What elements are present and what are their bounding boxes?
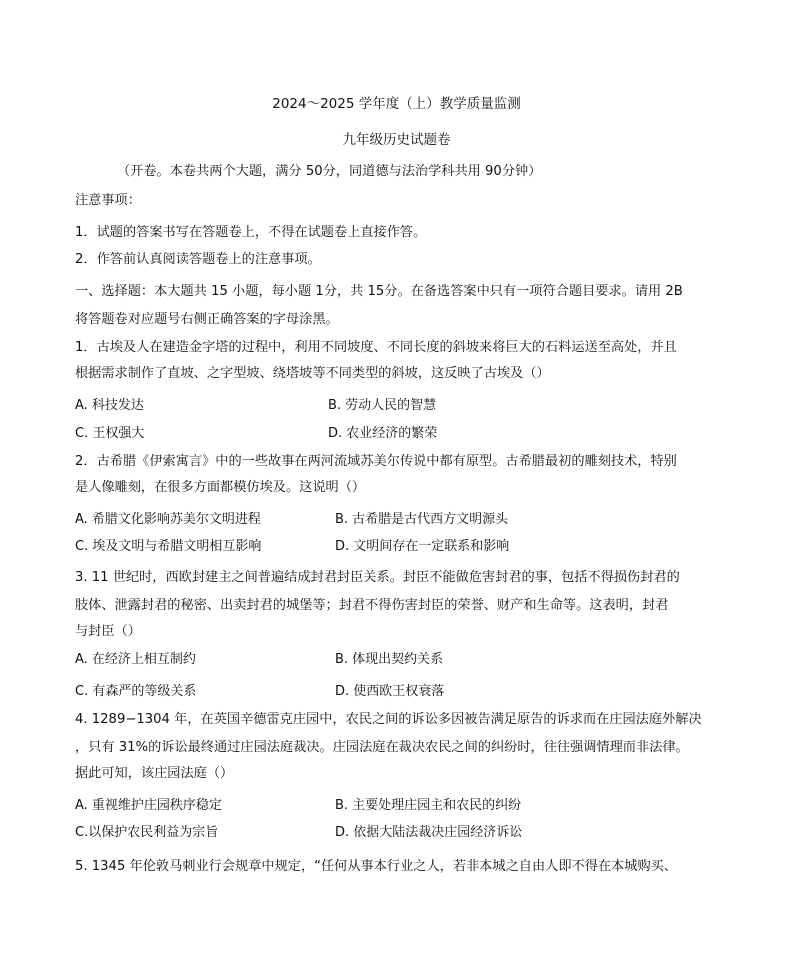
question-stem: 5. 1345 年伦敦马刺业行会规章中规定，“任何从事本行业之人，若非本城之自由人即不得在本城购买、 [75,859,678,874]
option-a: A. 希腊文化影响苏美尔文明进程 [75,512,261,527]
question-stem: ，只有 31%的诉讼最终通过庄园法庭裁决。庄园法庭在裁决农民之间的纠纷时，往往强调情理而非法律。 [75,740,689,755]
question-stem: 根据需求制作了直坡、之字型坡、绕塔坡等不同类型的斜坡，这反映了古埃及（） [75,366,550,381]
notice-item: 2．作答前认真阅读答题卷上的注意事项。 [75,252,321,267]
option-d: D. 农业经济的繁荣 [328,426,438,441]
option-c: C. 王权强大 [75,426,145,441]
option-d: D. 使西欧王权衰落 [335,684,445,699]
notice-heading: 注意事项： [75,193,141,208]
question-stem: 与封臣（） [75,624,141,639]
option-c: C. 埃及文明与希腊文明相互影响 [75,539,262,554]
notice-item: 1．试题的答案书写在答题卷上，不得在试题卷上直接作答。 [75,225,427,240]
question-stem: 是人像雕刻，在很多方面都模仿埃及。这说明（） [75,480,366,495]
section-intro: 将答题卷对应题号右侧正确答案的字母涂黑。 [75,312,339,327]
option-b: B. 主要处理庄园主和农民的纠纷 [335,798,522,813]
option-b: B. 劳动人民的智慧 [328,398,437,413]
option-b: B. 古希腊是古代西方文明源头 [335,512,509,527]
option-d: D. 依据大陆法裁决庄园经济诉讼 [335,825,523,840]
question-stem: 3. 11 世纪时，西欧封建主之间普遍结成封君封臣关系。封臣不能做危害封君的事，包括不得损伤封君的 [75,570,680,585]
section-intro: 一、选择题：本大题共 15 小题，每小题 1分，共 15分。在备选答案中只有一项符合题目要求。请用 2B [75,284,683,299]
option-c: C.以保护农民利益为宗旨 [75,825,219,840]
option-c: C. 有森严的等级关系 [75,684,197,699]
question-stem: 据此可知，该庄园法庭（） [75,766,234,781]
exam-note: （开卷。本卷共两个大题，满分 50分，同道德与法治学科共用 90分钟） [117,164,542,179]
option-d: D. 文明间存在一定联系和影响 [335,539,510,554]
option-a: A. 科技发达 [75,398,144,413]
exam-title: 2024～2025 学年度（上）教学质量监测 [272,96,521,112]
option-a: A. 重视维护庄园秩序稳定 [75,798,222,813]
question-stem: 肢体、泄露封君的秘密、出卖封君的城堡等；封君不得伤害封臣的荣誉、财产和生命等。这表明，封君 [75,598,669,613]
exam-subtitle: 九年级历史试题卷 [342,132,451,148]
question-stem: 1．古埃及人在建造金字塔的过程中，利用不同坡度、不同长度的斜坡来将巨大的石料运送至高处，并且 [75,340,677,355]
question-stem: 2．古希腊《伊索寓言》中的一些故事在两河流域苏美尔传说中都有原型。古希腊最初的雕刻技术，特别 [75,454,677,469]
option-b: B. 体现出契约关系 [335,652,444,667]
option-a: A. 在经济上相互制约 [75,652,196,667]
question-stem: 4. 1289−1304 年，在英国辛德雷克庄园中，农民之间的诉讼多因被告满足原告的诉求而在庄园法庭外解决 [75,712,702,727]
